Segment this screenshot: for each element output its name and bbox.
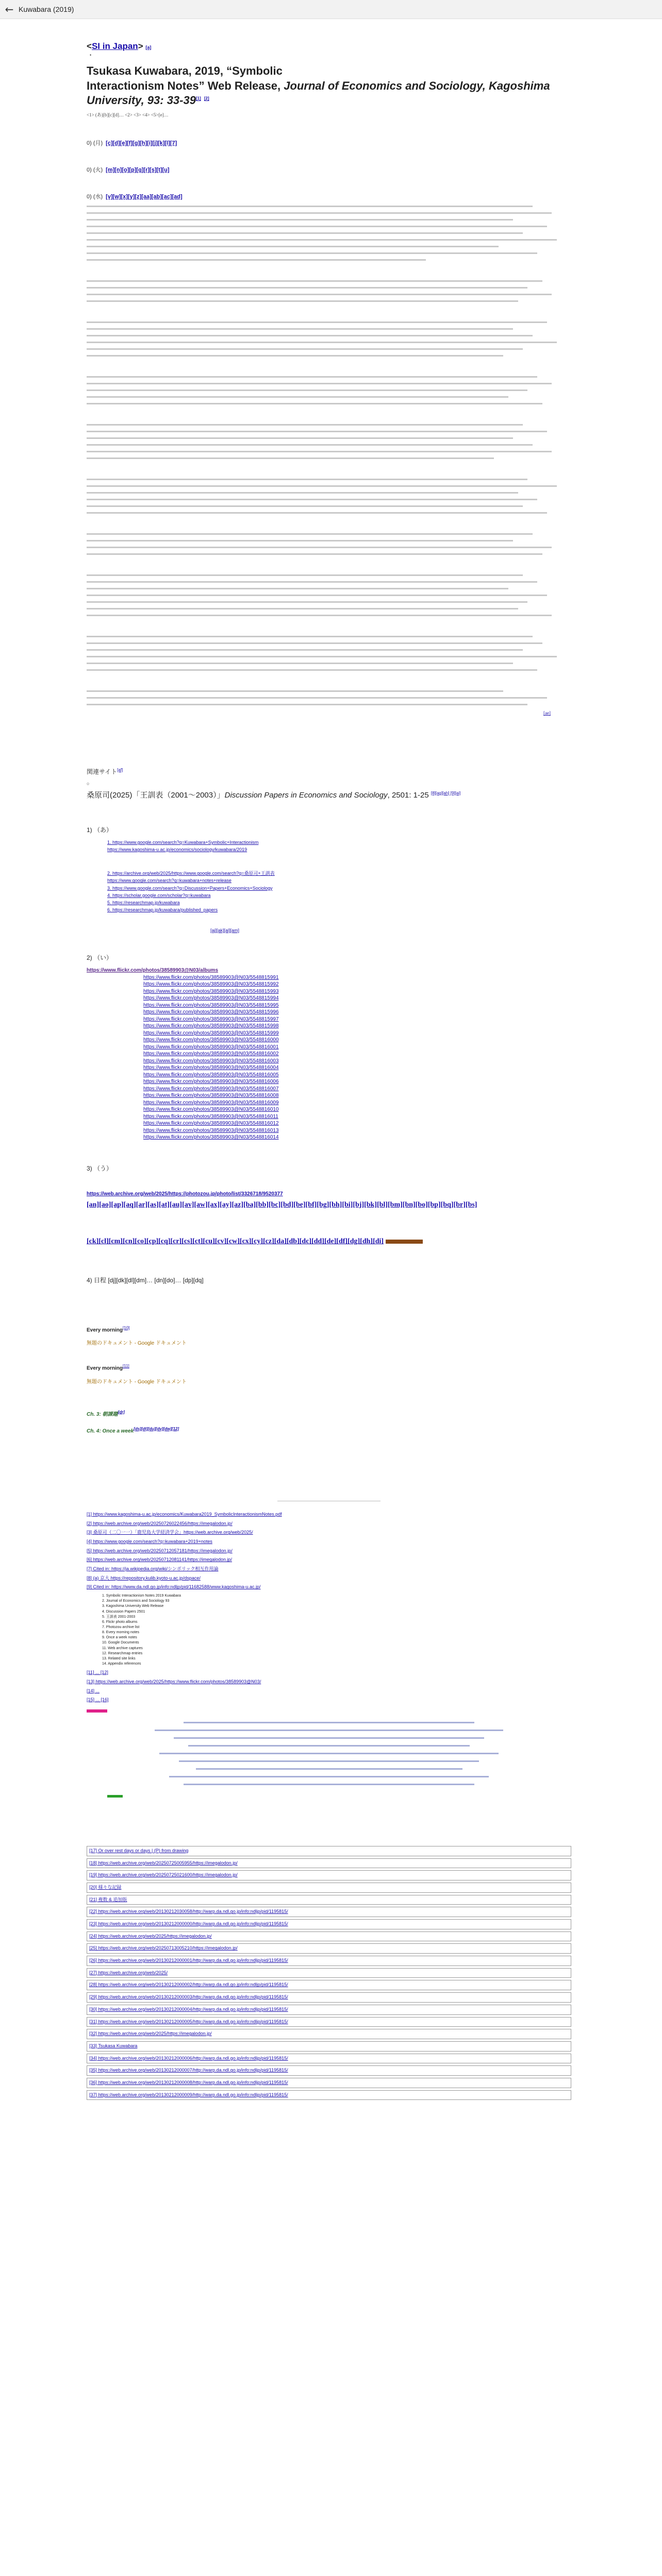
flickr-link[interactable]: https://www.flickr.com/photos/38589903@N03/5548816014 [143,1134,279,1141]
archive-link[interactable]: https://web.archive.org/web/2025/https://photozou.jp/photo/list/3326718/9520377 [87,1191,283,1197]
numbered-item: 6. Flickr photo albums [102,1620,138,1624]
citation-link[interactable]: [37] https://web.archive.org/web/20130212000009/http://warp.da.ndl.go.jp/info:ndljp/pid/1195815/ [89,2092,288,2097]
flickr-link[interactable]: https://www.flickr.com/photos/38589903@N03/5548815997 [143,1016,279,1022]
body-text-line [87,505,523,507]
gdoc-link-2[interactable]: 無題のドキュメント - Google ドキュメント [87,1379,187,1385]
numbered-list [102,1594,571,1667]
footnote-link[interactable]: [15] ... [16] [87,1697,109,1703]
footnote-link[interactable]: [13] https://web.archive.org/web/2025/https://www.flickr.com/photos/38589903@N03/ [87,1679,261,1684]
flickr-item [143,981,571,988]
gdoc-link-1[interactable]: 無題のドキュメント - Google ドキュメント [87,1341,187,1347]
citation-link[interactable]: [23] https://web.archive.org/web/20130212000000/http://warp.da.ndl.go.jp/info:ndljp/pid/1195815/ [89,1921,288,1926]
citation-link[interactable]: [36] https://web.archive.org/web/20130212000008/http://warp.da.ndl.go.jp/info:ndljp/pid/1195815/ [89,2079,288,2085]
footnote [87,1557,571,1563]
flickr-item [143,1009,571,1016]
citation-box [87,2078,571,2088]
numbered-item: 3. Kagoshima University Web Release [102,1604,164,1608]
body-tail-link[interactable]: [ae] [543,710,551,716]
footnote-link[interactable]: [8] (a) 京大 https://repository.kulib.kyoto-u.ac.jp/dspace/ [87,1575,201,1581]
body-text-line [87,300,518,302]
flickr-item [143,1030,571,1037]
body-text-line [87,636,533,637]
citation-link[interactable]: [34] https://web.archive.org/web/20130212000006/http://warp.da.ndl.go.jp/info:ndljp/pid/1195815/ [89,2055,288,2061]
footnote [87,1548,571,1554]
pink-highlight [87,1709,107,1713]
citation-link[interactable]: [29] https://web.archive.org/web/20130212000003/http://warp.da.ndl.go.jp/info:ndljp/pid/1195815/ [89,1994,288,2000]
body-text-line [87,560,571,569]
citation-link[interactable]: [20] 様々な記録 [89,1884,122,1890]
body-text-line [87,704,527,705]
centered-lines [87,1722,571,1785]
body-text-line [87,608,518,609]
section-2: 2) （い） [87,954,113,962]
dot: • [90,53,92,58]
body-text-line [87,431,547,432]
citation-link[interactable]: [21] 複数 & 追加版 [89,1896,127,1902]
centered-link-line[interactable] [169,1776,489,1777]
citation-link[interactable]: [35] https://web.archive.org/web/20130212000007/http://warp.da.ndl.go.jp/info:ndljp/pid/1195815/ [89,2067,288,2073]
citation-box [87,1846,571,1856]
page-title: Tsukasa Kuwabara, 2019, “Symbolic Interactionism Notes” Web Release, Journal of Economics and Sociology, Kagoshima University, 93: 33-39[1] [2] [87,64,550,107]
body-text-line [87,376,537,378]
body-text-line [87,252,537,254]
body-text-line [87,287,527,289]
flickr-link[interactable]: https://www.flickr.com/photos/38589903@N03/5548816003 [143,1058,279,1064]
breadcrumb: <SI in Japan> [a] [87,41,152,51]
body-text-line [87,574,523,576]
citation-link[interactable]: [25] https://web.archive.org/web/20250713005210/https://imegalodon.jp/ [89,1945,238,1951]
footnote-link[interactable]: [7] Cited in: https://ja.wikipedia.org/wiki/シンボリック相互作用論 [87,1566,219,1572]
flickr-item [143,1044,571,1051]
citation-link[interactable]: [30] https://web.archive.org/web/20130212000004/http://warp.da.ndl.go.jp/info:ndljp/pid/1195815/ [89,2006,288,2012]
body-text-line [87,451,552,452]
body-text-line [87,479,527,480]
body-text-line [87,547,552,548]
footnote [87,1539,571,1545]
footnote-link[interactable]: [6] https://web.archive.org/web/20250712081141/https://imegalodon.jp/ [87,1557,233,1563]
flickr-list: https://www.flickr.com/photos/38589903@N03/albums https://www.flickr.com/photos/38589903@N03/5548815991 https://www.flickr.com/photos/38589903@N03/5548815992 https://www.flickr.com/photos/38589903@N03/5548815993 https://www.flickr.com/photos/38589903@N03/5548815994 https://www.flickr.com/photos/38589903@N03/5548815995 https://www.flickr.com/photos/38589903@N03/5548815996 https://www.flickr.com/photos/38589903@N03/5548815997 https://www.flickr.com/photos/38589903@N03/5548815998 https://www.flickr.com/photos/38589903@N03/5548815999 https://www.flickr.com/photos/38589903@N03/5548816000 https://www.flickr.com/photos/38589903@N03/5548816001 https://www.flickr.com/photos/38589903@N03/5548816002 https://www.flickr.com/photos/38589903@N03/5548816003 https://www.flickr.com/photos/38589903@N03/5548816004 https://www.flickr.com/photos/38589903@N03/5548816005 https://www.flickr.com/photos/38589903@N03/5548816006 https://www.flickr.com/photos/38589903@N03/5548816007 https://www.flickr.com/photos/38589903@N03/5548816008 https://www.flickr.com/photos/38589903@N03/5548816009 https://www.flickr.com/photos/38589903@N03/5548816010 https://www.flickr.com/photos/38589903@N03/5548816011 https://www.flickr.com/photos/38589903@N03/5548816012 https://www.flickr.com/photos/38589903@N03/5548816013 https://www.flickr.com/photos/38589903@N03/5548816014 [87,967,571,1141]
citation-link[interactable]: [22] https://web.archive.org/web/20130212030058/http://warp.da.ndl.go.jp/info:ndljp/pid/1195815/ [89,1909,288,1914]
body-text-line [87,519,571,528]
centered-link-line[interactable] [159,1753,499,1754]
body-text-line [87,697,547,699]
numbered-item: 2. Journal of Economics and Sociology 93 [102,1599,170,1603]
body-text-line [87,615,552,616]
footnotes-more [87,1670,571,1703]
body-text-line [87,355,503,357]
body-text-line [87,410,571,419]
body-text-line [87,581,537,583]
citation-link[interactable]: [17] Or over rest days or days | (P) from drawing [89,1848,189,1853]
green-highlight [107,1795,123,1798]
body-text-line [87,396,508,398]
citation-box [87,2065,571,2076]
flickr-item [143,1037,571,1044]
flickr-item [143,1023,571,1030]
field-tue-link[interactable]: [m][n][o][p][q][r][s][t][u] [106,166,170,173]
body-text-line [87,553,542,555]
numbered-item: 12. Researchmap entries [102,1651,143,1655]
numbered-item: 5. 王訓表 2001-2003 [102,1615,136,1619]
body-text-line [87,294,552,295]
citation-box [87,1883,571,1893]
footnote-link[interactable]: [4] https://www.google.com/search?q=kuwabara+2019+notes [87,1539,212,1545]
footnotes [87,1512,571,1590]
section-1: 1) （あ） [87,826,113,834]
body-text-line [87,342,557,343]
flickr-link[interactable]: https://www.flickr.com/photos/38589903@N03/5548816012 [143,1121,279,1127]
body-text-line [87,280,542,282]
footnote-link[interactable]: [1] https://www.kagoshima-u.ac.jp/economics/Kuwabara2019_SymbolicInteractionismNotes.pdf [87,1511,282,1517]
flickr-link[interactable]: https://www.flickr.com/photos/38589903@N03/5548815994 [143,995,279,1002]
citation-box [87,1968,571,1978]
flickr-link[interactable]: https://www.flickr.com/photos/38589903@N03/5548815995 [143,1002,279,1008]
body-text-line [87,383,552,384]
citation-box [87,1919,571,1929]
flickr-link[interactable]: https://www.flickr.com/photos/38589903@N03/5548815993 [143,988,279,994]
footnote [87,1670,571,1676]
index-links-2[interactable]: [ck][cl][cm][cn][co][cp][cq][cr][cs][ct][cu][cv][cw][cx][cy][cz][da][db][dc][dd][de][df][dg][dh][di] [87,1238,384,1246]
footnote-link[interactable]: [3] 桑原司（二〇一一）「鹿児島大学経済学会」https://web.archive.org/web/2025/ [87,1530,253,1535]
body-text-line [87,656,557,657]
centered-link-line[interactable] [174,1737,484,1739]
related-heading: 関連サイト[af] [87,767,123,775]
flickr-item [143,1050,571,1058]
body-text-line [87,328,513,330]
breadcrumb-mark[interactable]: [a] [145,45,152,50]
footnote [87,1697,571,1703]
numbered-item: 7. Photozou archive list [102,1625,140,1629]
body-text-line [87,621,571,631]
flickr-link[interactable]: https://www.flickr.com/photos/38589903@N03/5548816002 [143,1051,279,1057]
body-text-line [87,212,552,214]
citation-box [87,2054,571,2064]
flickr-item [143,1092,571,1099]
numbered-item: 13. Related site links [102,1656,136,1660]
title-footnote-1[interactable]: [1] [195,96,201,101]
citation-box [87,1980,571,1990]
citation-link[interactable]: [32] https://web.archive.org/web/2025/https://imegalodon.jp/ [89,2031,212,2037]
every-morning-2: Every morning[11] 無題のドキュメント - Google ドキュメント [87,1364,187,1385]
body-text-line [87,403,542,404]
citation-box [87,1858,571,1869]
reference-entry: 桑原司(2025)「王訓表（2001〜2003）」Discussion Papers in Economics and Sociology, 2501: 1-25 [8][ag][ah] [9][ai] [87,790,461,800]
centered-link-line[interactable] [188,1745,469,1747]
citation-box [87,2041,571,2052]
flickr-item [143,974,571,981]
flickr-link[interactable]: https://www.flickr.com/photos/38589903@N03/5548816006 [143,1079,279,1085]
body-text-line [87,690,503,692]
centered-link-line[interactable] [155,1730,504,1731]
body-text-line [87,540,513,541]
body-text-line [87,246,499,247]
numbered-item: 9. Once a week notes [102,1636,137,1640]
citation-link[interactable]: [28] https://web.archive.org/web/20130212000002/http://warp.da.ndl.go.jp/info:ndljp/pid/1195815/ [89,1982,288,1988]
flickr-item [143,988,571,995]
body-text-line [87,266,571,275]
body-text-line [87,239,557,241]
centered-link-line[interactable] [179,1760,479,1762]
citation-box [87,1907,571,1917]
flickr-link[interactable]: https://www.flickr.com/photos/38589903@N03/5548816001 [143,1044,279,1050]
flickr-item [143,995,571,1002]
citation-link[interactable]: [33] Tsukasa Kuwabara [89,2043,138,2048]
flickr-item [143,1058,571,1065]
flickr-link[interactable]: https://www.flickr.com/photos/38589903@N03/5548815998 [143,1023,279,1029]
body-text-line [87,362,571,371]
top-bar [0,0,662,19]
body-text-line [87,389,527,391]
index-links-1[interactable]: [an][ao][ap][aq][ar][as][at][au][av][aw][ax][ay][az][ba][bb][bc][bd][be][bf][bg][bh][bi][bj][bk][bl][bm][bn][bo][bp][bq][br][bs] [87,1200,477,1209]
body-text-line [87,464,571,473]
flickr-link[interactable]: https://www.flickr.com/photos/38589903@N03/5548816013 [143,1127,279,1133]
flickr-item [143,1099,571,1107]
footnote [87,1512,571,1518]
flickr-item [143,1072,571,1079]
citation-box [87,1992,571,2003]
citation-box [87,1895,571,1905]
flickr-item [143,1106,571,1113]
flickr-link[interactable]: https://www.flickr.com/photos/38589903@N03/5548815996 [143,1009,279,1015]
citation-link[interactable]: [27] https://web.archive.org/web/2025/ [89,1970,168,1975]
body-text-line [87,232,523,234]
footnote [87,1566,571,1572]
body-text-line [87,485,557,487]
body-text-line [87,219,513,221]
flickr-item [143,1016,571,1023]
flickr-link[interactable]: https://www.flickr.com/photos/38589903@N03/5548816005 [143,1072,279,1078]
flickr-link[interactable]: https://www.flickr.com/photos/38589903@N03/5548816008 [143,1093,279,1099]
article: <SI in Japan> [a] • Tsukasa Kuwabara, 2019, “Symbolic Interactionism Notes” Web Release, Journal of Economics and Sociology, Kagoshima University, 93: 33-39[1] [2] <1> (あ)[b][c][d]… <2> <3> <4> <5>[e]… 0) (月) [c][d][e][f][g][h][i][j][k][l][7] 0) (火) [m][n][o][p][q][r][s][t][u] 0) (水) [v][w][x][y][z][aa][ab][ac][ad] [ae] 関連サイト[af] ○ 桑原司(2025)「王訓表（2001〜2003）」Discussion Papers in Economics and Sociology, 2501: 1-25 [8][ag][ah] [9][ai] 1) （あ） 1. https://www.google.com/search?q=Kuwabara+Symbolic+Interactionism https://www.kagoshima-u.ac.jp/economics/sociology/kuwabara/2019 2. https://archive.org/web/2025/https://www.google.com/search?q=桑原司+王訓表 https://www.google.com/search?q=kuwabara+notes+release 3. https://www.google.com/search?q=Discussion+Papers+Economics+Sociology 4. https://scholar.google.com/scholar?q=kuwabara 5. https://researchmap.jp/kuwabara 6. https://researchmap.jp/kuwabara/published_papers [aj][ak][al][am] 2) （い） https://www.flickr.com/photos/38589903@N03/albums https://www.flickr.com/photos/38589903@N03/5548815991 https://www.flickr.com/photos/38589903@N03/5548815992 https://www.flickr.com/photos/38589903@N03/5548815993 https://www.flickr.com/photos/38589903@N03/5548815994 https://www.flickr.com/photos/38589903@N03/5548815995 https://www.flickr.com/photos/38589903@N03/5548815996 https://www.flickr.com/photos/38589903@N03/5548815997 https://www.flickr.com/photos/38589903@N03/5548815998 https://www.flickr.com/photos/38589903@N03/5548815999 https://www.flickr.com/photos/38589903@N03/5548816000 https://www.flickr.com/photos/38589903@N03/5548816001 https://www.flickr.com/photos/38589903@N03/5548816002 https://www.flickr.com/photos/38589903@N03/5548816003 https://www.flickr.com/photos/38589903@N03/5548816004 https://www.flickr.com/photos/38589903@N03/5548816005 https://www.flickr.com/photos/38589903@N03/5548816006 https://www.flickr.com/photos/38589903@N03/5548816007 https://www.flickr.com/photos/38589903@N03/5548816008 https://www.flickr.com/photos/38589903@N03/5548816009 https://www.flickr.com/photos/38589903@N03/5548816010 https://www.flickr.com/photos/38589903@N03/5548816011 https://www.flickr.com/photos/38589903@N03/5548816012 https://www.flickr.com/photos/38589903@N03/5548816013 https://www.flickr.com/photos/38589903@N03/5548816014 3) （う） https://web.archive.org/web/2025/https://photozou.jp/photo/list/3326718/9520377 [an][ao][ap][aq][ar][as][at][au][av][aw][ax][ay][az][ba][bb][bc][bd][be][bf][bg][bh][bi][bj][bk][bl][bm][bn][bo][bp][bq][br][bs] [ck][cl][cm][cn][co][cp][cq][cr][cs][ct][cu][cv][cw][cx][cy][cz][da][db][dc][dd][de][df][dg][dh][di] 4) 日程 [dj][dk][dl][dm]… [dn][do]… [dp][dq] Every morning[10] 無題のドキュメント - Google ドキュメント Every morning[11] 無題のドキュメント - Google ドキュメント Ch. 3: 朝課題[dr] Ch. 4: Once a week[ds][dt][du][dv][dw][12] [1] https://www.kagoshima-u.ac.jp/economics/Kuwabara2019_SymbolicInteractionismNotes.pdf [2] https://web.archive.org/web/20250726022456/https://imegalodon.jp/ [3] 桑原司（二〇一一）「鹿児島大学経済学会」https://web.archive.org/web/2025/ [4] https://www.google.com/search?q=kuwabara+2019+notes [5] https://web.archive.org/web/20250712057181/https://imegalodon.jp/ [6] https://web.archive.org/web/20250712081141/https://imegalodon.jp/ [7] Cited in: https://ja.wikipedia.org/wiki/シンボリック相互作用論 [8] (a) 京大 https://repository.kulib.kyoto-u.ac.jp/dspace/ [9] Cited in: https://www.da.ndl.go.jp/info:ndljp/pid/11682588/www.kagoshima-u.ac.jp/ 1. Symbolic Interactionism Notes 2019 Kuwabara 2. Journal of Economics and Sociology 93 3. Kagoshima University Web Release 4. Discussion Papers 2501 5. 王訓表 2001-2003 6. Flickr photo albums 7. Photozou archive list 8. Every morning notes 9. Once a week notes 10. Google Documents 11. Web archive captures 12. Researchmap entries 13. Related site links 14. Appendix references [11] ... [12] [13] https://web.archive.org/web/2025/https://www.flickr.com/photos/38589903@N03/ [14] ... [15] ... [16] [17] Or over rest days or days | (P) from drawing [18] https://web.archive.org/web/20250725005955/https://imegalodon.jp/ [19] https://web.archive.org/web/20250725021600/https://imegalodon.jp/ [20] 様々な記録 [21] 複数 & 追加版 [22] https://web.archive.org/web/20130212030058/http://warp.da.ndl.go.jp/info:ndljp/pid/1195815/ [23] https://web.archive.org/web/20130212000000/http://warp.da.ndl.go.jp/info:ndljp/pid/1195815/ [24] https://web.archive.org/web/2025/https://imegalodon.jp/ [25] https://web.archive.org/web/20250713005210/https://imegalodon.jp/ [26] https://web.archive.org/web/20130212000001/http://warp.da.ndl.go.jp/info:ndljp/pid/1195815/ [27] https://web.archive.org/web/2025/ [28] https://web.archive.org/web/20130212000002/http://warp.da.ndl.go.jp/info:ndljp/pid/1195815/ [29] https://web.archive.org/web/20130212000003/http://warp.da.ndl.go.jp/info:ndljp/pid/1195815/ [30] https://web.archive.org/web/20130212000004/http://warp.da.ndl.go.jp/info:ndljp/pid/1195815/ [31] https://web.archive.org/web/20130212000005/http://warp.da.ndl.go.jp/info:ndljp/pid/1195815/ [32] https://web.archive.org/web/2025/https://imegalodon.jp/ [33] Tsukasa Kuwabara [34] https://web.archive.org/web/20130212000006/http://warp.da.ndl.go.jp/info:ndljp/pid/1195815/ [35] https://web.archive.org/web/20130212000007/http://warp.da.ndl.go.jp/info:ndljp/pid/1195815/ [36] https://web.archive.org/web/20130212000008/http://warp.da.ndl.go.jp/info:ndljp/pid/1195815/ [37] https://web.archive.org/web/20130212000009/http://warp.da.ndl.go.jp/info:ndljp/pid/1195815/ [87,36,571,2102]
body-text-line [87,321,547,323]
footnote-link[interactable]: [11] ... [12] [87,1670,108,1675]
citation-box [87,2090,571,2100]
citation-box [87,2029,571,2039]
flickr-link[interactable]: https://www.flickr.com/photos/38589903@N03/5548815992 [143,981,279,988]
citation-box [87,1956,571,1966]
flickr-item [143,1078,571,1086]
link-list: 1. https://www.google.com/search?q=Kuwabara+Symbolic+Interactionism https://www.kagoshima-u.ac.jp/economics/sociology/kuwabara/2019 2. https://archive.org/web/2025/https://www.google.com/search?q=桑原司+王訓表 https://www.google.com/search?q=kuwabara+notes+release 3. https://www.google.com/search?q=Discussion+Papers+Economics+Sociology 4. https://scholar.google.com/scholar?q=kuwabara 5. https://researchmap.jp/kuwabara 6. https://researchmap.jp/kuwabara/published_papers [aj][ak][al][am] [107,840,275,934]
citation-link[interactable]: [26] https://web.archive.org/web/20130212000001/http://warp.da.ndl.go.jp/info:ndljp/pid/1195815/ [89,1958,288,1963]
body-text-line [87,512,547,514]
body-text-line [87,492,518,494]
centered-link-line[interactable] [196,1768,462,1770]
footnote [87,1679,571,1685]
body-text-line [87,206,533,207]
body-text-line [87,663,513,664]
flickr-item [143,1134,571,1141]
centered-link-line[interactable] [184,1722,474,1723]
body-text-line [87,601,527,603]
body-text-line [87,676,571,685]
title-footnote-2[interactable]: [2] [204,96,209,101]
flickr-link[interactable]: https://www.flickr.com/photos/38589903@N03/5548816009 [143,1099,279,1106]
field-wed-link[interactable]: [v][w][x][y][z][aa][ab][ac][ad] [106,193,183,200]
citation-box [87,1943,571,1954]
flickr-link[interactable]: https://www.flickr.com/photos/38589903@N03/5548816010 [143,1107,279,1113]
footnote [87,1575,571,1582]
window-title: Kuwabara (2019) [19,5,74,13]
citation-link[interactable]: [19] https://web.archive.org/web/20250725021600/https://imegalodon.jp/ [89,1872,238,1878]
centered-link-line[interactable] [184,1784,474,1785]
body-text-line [87,444,533,446]
section-3: 3) （う） [87,1164,113,1172]
numbered-item: 1. Symbolic Interactionism Notes 2019 Kuwabara [102,1594,181,1598]
citation-link[interactable]: [31] https://web.archive.org/web/20130212000005/http://warp.da.ndl.go.jp/info:ndljp/pid/1195815/ [89,2019,288,2024]
citation-box [87,2017,571,2027]
footnote-link[interactable]: [9] Cited in: https://www.da.ndl.go.jp/info:ndljp/pid/11682588/www.kagoshima-u.ac.jp/ [87,1584,261,1590]
body-text-line [87,457,494,459]
body-text-line [87,499,537,500]
body-text-line [87,642,542,644]
citation-box [87,1870,571,1880]
body-text-line [87,588,508,589]
numbered-item: 11. Web archive captures [102,1646,143,1650]
field-wed: 0) (水) [v][w][x][y][z][aa][ab][ac][ad] [87,193,183,200]
chapter-4: Ch. 4: Once a week[ds][dt][du][dv][dw][12] [87,1426,179,1434]
citation-box [87,1931,571,1942]
citation-box [87,2005,571,2015]
body-text-line [87,669,537,671]
flickr-item [143,1086,571,1093]
body-text-line [87,307,571,316]
footnote-link[interactable]: [2] https://web.archive.org/web/20250726022456/https://imegalodon.jp/ [87,1520,233,1526]
flickr-item [143,1113,571,1121]
flickr-link[interactable]: https://www.flickr.com/photos/38589903@N03/5548815991 [143,974,279,980]
flickr-item [143,1120,571,1127]
flickr-item [143,1002,571,1009]
body-text-line [87,424,523,426]
footnote [87,1521,571,1527]
citation-boxes [87,1846,571,2100]
flickr-link[interactable]: https://www.flickr.com/photos/38589903@N03/5548815999 [143,1030,279,1036]
numbered-item: 10. Google Documents [102,1641,139,1645]
citation-link[interactable]: [24] https://web.archive.org/web/2025/https://imegalodon.jp/ [89,1933,212,1939]
body-text-line [87,649,523,651]
numbered-item: 8. Every morning notes [102,1631,139,1635]
flickr-link[interactable]: https://www.flickr.com/photos/38589903@N03/5548816007 [143,1086,279,1092]
body-text-line [87,348,523,350]
flickr-link[interactable]: https://www.flickr.com/photos/38589903@N03/5548816004 [143,1065,279,1071]
body-text-line [87,226,547,227]
body-text-line [87,595,547,596]
body-text-block [87,206,571,705]
flickr-item [143,1064,571,1072]
brown-bar [386,1240,423,1244]
body-text-line [87,437,513,439]
field-mon-link[interactable]: [c][d][e][f][g][h][i][j][k][l][7] [106,140,177,146]
chapter-3: Ch. 3: 朝課題[dr] [87,1410,125,1417]
footnote [87,1530,571,1536]
body-text-line [87,259,426,261]
numbered-item: 14. Appendix references [102,1662,141,1666]
footnote-link[interactable]: [14] ... [87,1688,100,1693]
footnote-link[interactable]: [5] https://web.archive.org/web/20250712057181/https://imegalodon.jp/ [87,1548,233,1553]
field-tue: 0) (火) [m][n][o][p][q][r][s][t][u] [87,166,170,173]
numbered-item: 4. Discussion Papers 2501 [102,1609,145,1614]
flickr-item [143,1127,571,1134]
breadcrumb-link[interactable]: SI in Japan [91,41,138,51]
back-arrow-icon[interactable]: ← [5,3,14,15]
footnote [87,1688,571,1694]
field-mon: 0) (月) [c][d][e][f][g][h][i][j][k][l][7] [87,140,177,146]
body-text-line [87,533,533,535]
body-text-line [87,335,533,336]
flickr-link[interactable]: https://www.flickr.com/photos/38589903@N03/5548816000 [143,1037,279,1043]
every-morning-1: Every morning[10] 無題のドキュメント - Google ドキュメント [87,1325,187,1347]
footnote [87,1584,571,1590]
citation-link[interactable]: [18] https://web.archive.org/web/20250725005955/https://imegalodon.jp/ [89,1860,238,1866]
section-4[interactable]: 4) 日程 [dj][dk][dl][dm]… [dn][do]… [dp][dq] [87,1276,204,1284]
sublinks[interactable]: <1> (あ)[b][c][d]… <2> <3> <4> <5>[e]… [87,112,169,117]
flickr-link[interactable]: https://www.flickr.com/photos/38589903@N03/5548816011 [143,1113,278,1120]
